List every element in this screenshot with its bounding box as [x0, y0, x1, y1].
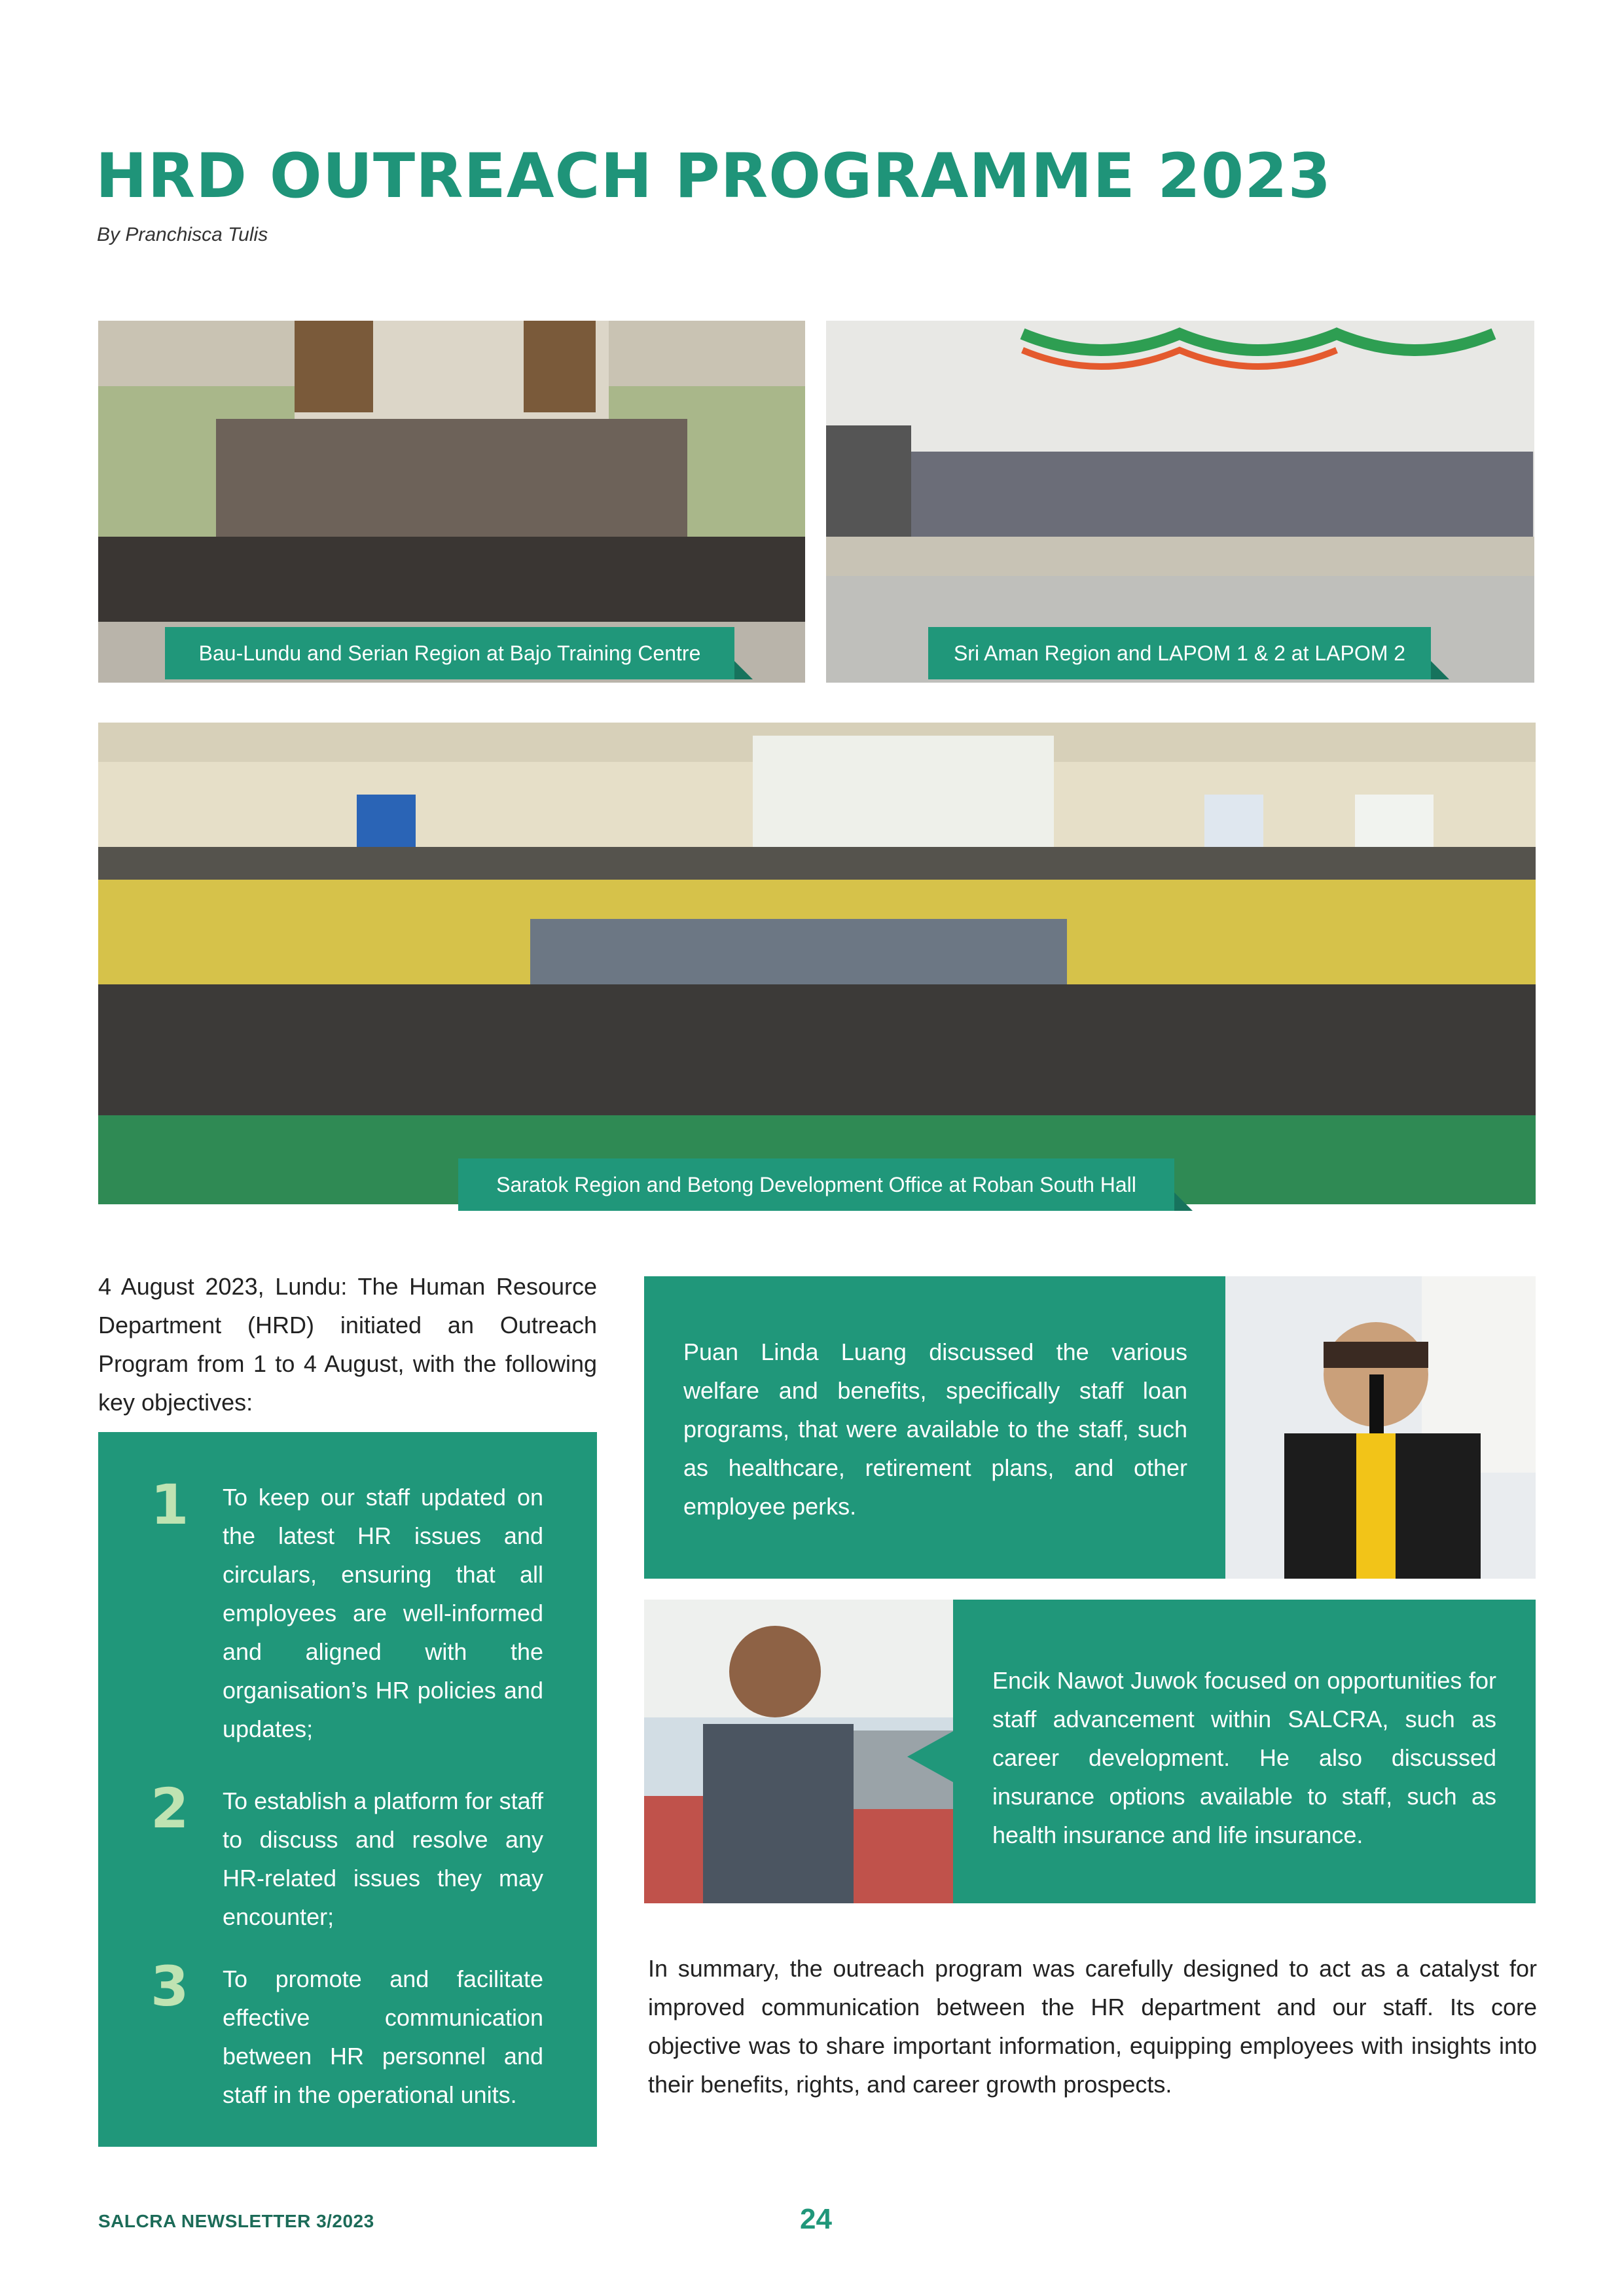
objective-text: To establish a platform for staff to discuss and resolve any HR-related issues they may encounter; — [223, 1787, 543, 1930]
callout-pointer — [907, 1731, 954, 1783]
objective-number: 1 — [151, 1473, 189, 1537]
byline: By Pranchisca Tulis — [97, 224, 268, 245]
objective-number: 3 — [151, 1954, 189, 2018]
intro-paragraph: 4 August 2023, Lundu: The Human Resource Department (HRD) initiated an Outreach Program from 1 to 4 August, with the following key objectives: — [98, 1273, 597, 1416]
caption-notch — [1174, 1193, 1193, 1211]
callout-linda-luang — [644, 1276, 1225, 1579]
caption-text: Saratok Region and Betong Development Office at Roban South Hall — [496, 1173, 1136, 1196]
newsletter-label: SALCRA NEWSLETTER 3/2023 — [98, 2211, 374, 2231]
page-number: 24 — [800, 2203, 832, 2235]
summary-paragraph: In summary, the outreach program was carefully designed to act as a catalyst for improved communication between the HR department and our staff. Its core objective was to share important information, equipping employees with insights into their benefits, rights, and career growth prospects. — [648, 1955, 1537, 2098]
photo-caption-sri-aman — [928, 627, 1431, 679]
callout-text: Encik Nawot Juwok focused on opportunities for staff advancement within SALCRA, such as career development. He also discussed insurance options available to staff, such as health insurance and life insurance. — [992, 1667, 1496, 1848]
photo-caption-bau-lundu — [165, 627, 734, 679]
objective-text: To keep our staff updated on the latest HR issues and circulars, ensuring that all employees are well-informed and aligned with the organisation’s HR policies and updates; — [223, 1484, 543, 1742]
caption-notch — [734, 661, 753, 679]
caption-text: Sri Aman Region and LAPOM 1 & 2 at LAPOM 2 — [953, 641, 1406, 665]
photo-caption-saratok — [458, 1158, 1174, 1211]
photo-linda-luang — [1225, 1276, 1536, 1579]
objective-text: To promote and facilitate effective communication between HR personnel and staff in the operational units. — [223, 1965, 543, 2108]
caption-notch — [1431, 661, 1449, 679]
objective-number: 2 — [151, 1776, 189, 1840]
callout-text: Puan Linda Luang discussed the various welfare and benefits, specifically staff loan programs, that were available to the staff, such as healthcare, retirement plans, and other employee perks. — [683, 1338, 1187, 1520]
caption-text: Bau-Lundu and Serian Region at Bajo Training Centre — [198, 641, 701, 665]
objectives-box — [98, 1432, 597, 2147]
photo-saratok-group — [98, 723, 1536, 1204]
page-title: HRD OUTREACH PROGRAMME 2023 — [96, 141, 1331, 212]
callout-nawot-juwok — [953, 1600, 1536, 1903]
